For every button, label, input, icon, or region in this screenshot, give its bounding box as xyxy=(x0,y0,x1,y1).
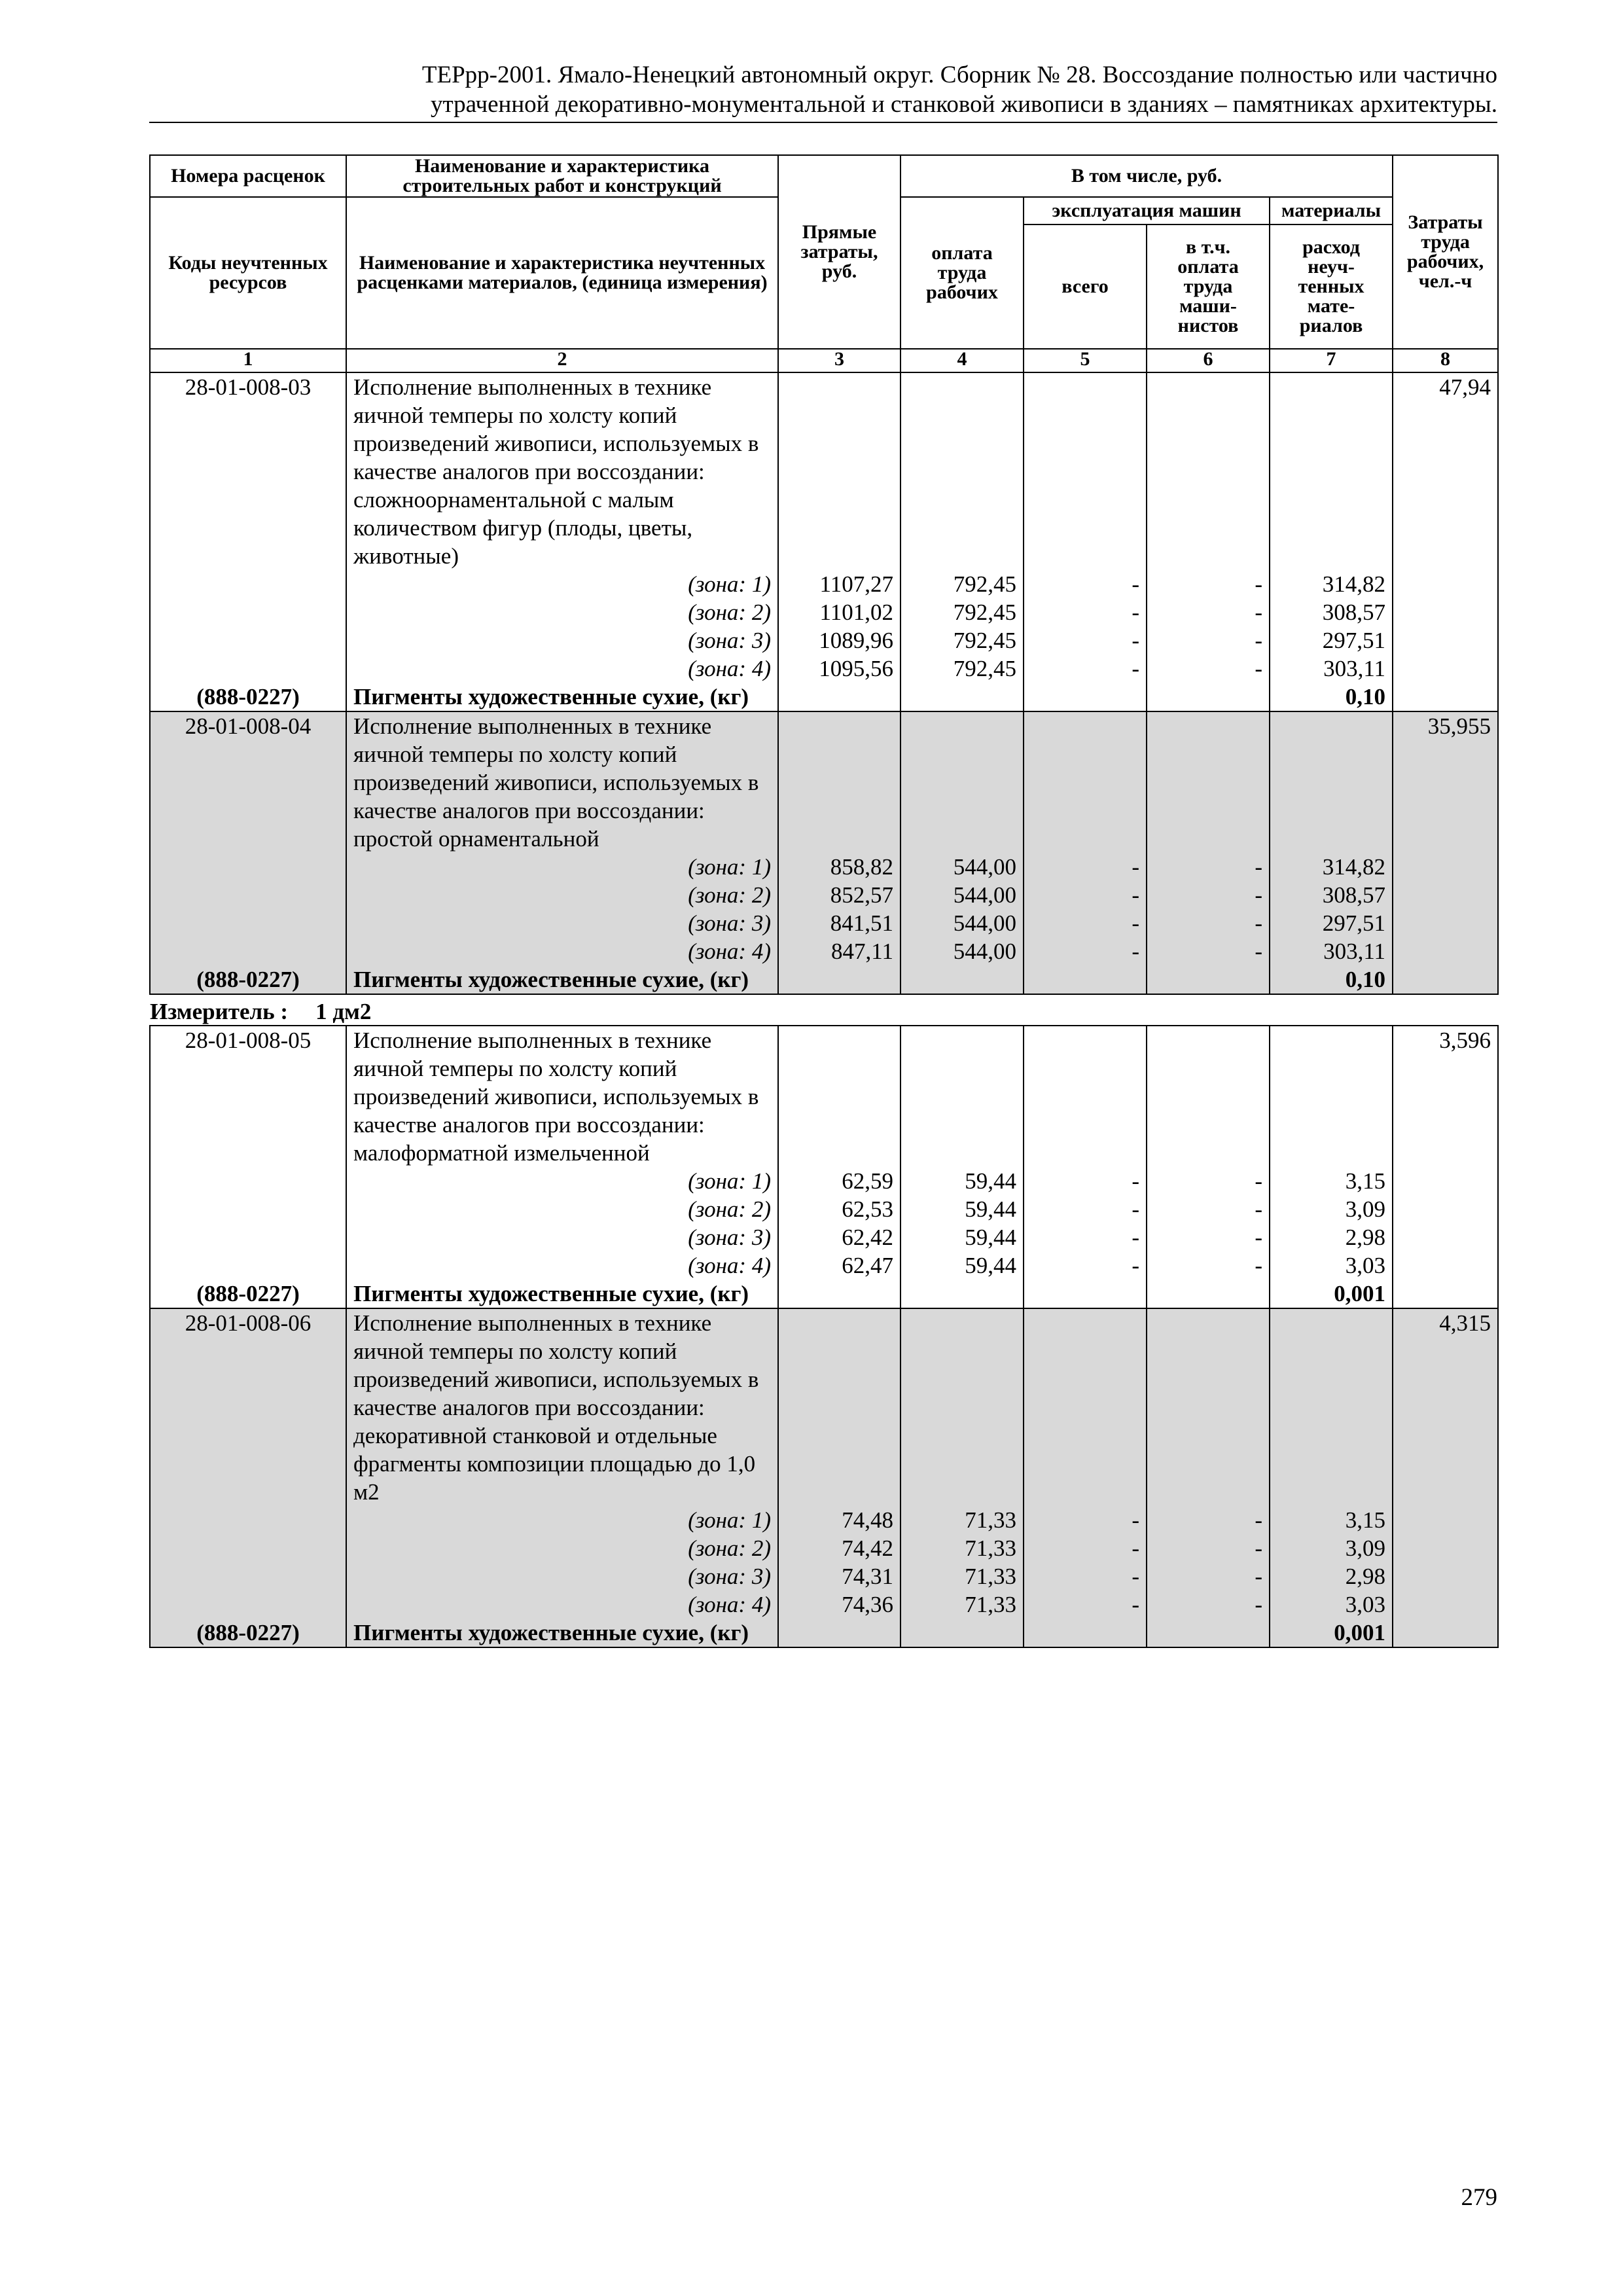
empty-cell xyxy=(150,937,346,965)
rate-description-row xyxy=(150,372,1498,570)
materials-cost: 308,57 xyxy=(1270,881,1393,909)
empty-cell xyxy=(1393,1534,1498,1562)
machinist-pay: - xyxy=(1147,1223,1270,1251)
resource-amount: 0,10 xyxy=(1270,683,1393,711)
empty-cell xyxy=(1393,1506,1498,1534)
header-line-2: утраченной декоративно-монументальной и станковой живописи в зданиях – памятниках архитектуры. xyxy=(430,91,1497,118)
empty-cell xyxy=(150,1590,346,1619)
empty-cell xyxy=(778,683,901,711)
page-number: 279 xyxy=(1461,2184,1497,2211)
col7-header: расход неуч-тенных мате-риалов xyxy=(1270,224,1393,349)
machines-total: - xyxy=(1024,626,1147,655)
empty-cell xyxy=(1147,711,1270,853)
rate-description-row xyxy=(150,1026,1498,1167)
empty-cell xyxy=(1270,711,1393,853)
worker-pay: 59,44 xyxy=(901,1223,1024,1251)
worker-pay: 544,00 xyxy=(901,937,1024,965)
materials-cost: 297,51 xyxy=(1270,626,1393,655)
col6-header: в т.ч. оплата труда маши-нистов xyxy=(1147,224,1270,349)
direct-cost: 847,11 xyxy=(778,937,901,965)
resource-amount: 0,10 xyxy=(1270,965,1393,994)
materials-cost: 2,98 xyxy=(1270,1223,1393,1251)
labor-cost: 4,315 xyxy=(1393,1308,1498,1506)
zone-label: (зона: 4) xyxy=(346,655,778,683)
resource-row xyxy=(150,1619,1498,1647)
labor-cost: 35,955 xyxy=(1393,711,1498,853)
materials-cost: 308,57 xyxy=(1270,598,1393,626)
col-number: 8 xyxy=(1393,349,1498,372)
direct-cost: 74,48 xyxy=(778,1506,901,1534)
zone-row xyxy=(150,1534,1498,1562)
worker-pay: 59,44 xyxy=(901,1251,1024,1280)
empty-cell xyxy=(1393,598,1498,626)
zone-label: (зона: 2) xyxy=(346,1534,778,1562)
direct-cost: 74,36 xyxy=(778,1590,901,1619)
empty-cell xyxy=(1024,1619,1147,1647)
empty-cell xyxy=(1147,1619,1270,1647)
zone-row xyxy=(150,881,1498,909)
rate-description: Исполнение выполненных в технике яичной темперы по холсту копий произведений живописи, используемых в качестве аналогов при воссоздании: простой орнаментальной xyxy=(346,711,778,853)
zone-row xyxy=(150,1562,1498,1590)
empty-cell xyxy=(901,1280,1024,1308)
rate-code: 28-01-008-06 xyxy=(150,1308,346,1506)
zone-label: (зона: 1) xyxy=(346,1506,778,1534)
machines-total: - xyxy=(1024,1590,1147,1619)
zone-row xyxy=(150,626,1498,655)
rate-description-row xyxy=(150,711,1498,853)
empty-cell xyxy=(901,1619,1024,1647)
empty-cell xyxy=(1393,655,1498,683)
empty-cell xyxy=(150,853,346,881)
worker-pay: 71,33 xyxy=(901,1534,1024,1562)
empty-cell xyxy=(1393,1251,1498,1280)
resource-amount: 0,001 xyxy=(1270,1280,1393,1308)
empty-cell xyxy=(1270,1308,1393,1506)
worker-pay: 792,45 xyxy=(901,655,1024,683)
empty-cell xyxy=(1393,965,1498,994)
labor-cost: 3,596 xyxy=(1393,1026,1498,1167)
materials-header: материалы xyxy=(1270,197,1393,224)
empty-cell xyxy=(1024,1026,1147,1167)
empty-cell xyxy=(1147,1280,1270,1308)
empty-cell xyxy=(1393,909,1498,937)
col5-header: всего xyxy=(1024,224,1147,349)
materials-cost: 303,11 xyxy=(1270,937,1393,965)
col1-top-header: Номера расценок xyxy=(150,155,346,197)
machines-total: - xyxy=(1024,1534,1147,1562)
direct-cost: 858,82 xyxy=(778,853,901,881)
empty-cell xyxy=(150,1562,346,1590)
machinist-pay: - xyxy=(1147,655,1270,683)
empty-cell xyxy=(1024,683,1147,711)
direct-cost: 62,47 xyxy=(778,1251,901,1280)
worker-pay: 792,45 xyxy=(901,626,1024,655)
empty-cell xyxy=(1393,1223,1498,1251)
direct-cost: 74,31 xyxy=(778,1562,901,1590)
machines-total: - xyxy=(1024,1195,1147,1223)
machines-total: - xyxy=(1024,655,1147,683)
direct-cost: 1101,02 xyxy=(778,598,901,626)
machinist-pay: - xyxy=(1147,853,1270,881)
col-number: 3 xyxy=(778,349,901,372)
empty-cell xyxy=(901,683,1024,711)
empty-cell xyxy=(1393,570,1498,598)
zone-row xyxy=(150,1251,1498,1280)
empty-cell xyxy=(778,1026,901,1167)
empty-cell xyxy=(1270,372,1393,570)
resource-amount: 0,001 xyxy=(1270,1619,1393,1647)
empty-cell xyxy=(1024,711,1147,853)
machinist-pay: - xyxy=(1147,598,1270,626)
empty-cell xyxy=(1393,1562,1498,1590)
worker-pay: 71,33 xyxy=(901,1590,1024,1619)
resource-name: Пигменты художественные сухие, (кг) xyxy=(346,965,778,994)
resource-code: (888-0227) xyxy=(150,965,346,994)
measure-label: Измеритель : xyxy=(150,999,289,1024)
materials-cost: 3,03 xyxy=(1270,1590,1393,1619)
worker-pay: 71,33 xyxy=(901,1562,1024,1590)
resource-code: (888-0227) xyxy=(150,1619,346,1647)
materials-cost: 314,82 xyxy=(1270,570,1393,598)
empty-cell xyxy=(150,570,346,598)
table-body xyxy=(150,155,1498,1647)
zone-label: (зона: 3) xyxy=(346,1562,778,1590)
empty-cell xyxy=(778,372,901,570)
empty-cell xyxy=(1393,881,1498,909)
worker-pay: 544,00 xyxy=(901,853,1024,881)
zone-row xyxy=(150,1590,1498,1619)
materials-cost: 2,98 xyxy=(1270,1562,1393,1590)
empty-cell xyxy=(150,1167,346,1195)
empty-cell xyxy=(1393,853,1498,881)
zone-label: (зона: 4) xyxy=(346,1590,778,1619)
machinist-pay: - xyxy=(1147,881,1270,909)
col-number: 4 xyxy=(901,349,1024,372)
col2-bottom-header: Наименование и характеристика неучтенных расценками материалов, (единица измерения) xyxy=(346,197,778,349)
zone-row xyxy=(150,937,1498,965)
machines-total: - xyxy=(1024,881,1147,909)
empty-cell xyxy=(1393,1619,1498,1647)
zone-label: (зона: 3) xyxy=(346,626,778,655)
empty-cell xyxy=(1024,1280,1147,1308)
empty-cell xyxy=(150,1506,346,1534)
machines-total: - xyxy=(1024,1223,1147,1251)
materials-cost: 314,82 xyxy=(1270,853,1393,881)
rate-description: Исполнение выполненных в технике яичной темперы по холсту копий произведений живописи, используемых в качестве аналогов при воссоздании: малоформатной измельченной xyxy=(346,1026,778,1167)
zone-label: (зона: 4) xyxy=(346,1251,778,1280)
resource-code: (888-0227) xyxy=(150,683,346,711)
empty-cell xyxy=(1393,626,1498,655)
direct-cost: 1089,96 xyxy=(778,626,901,655)
empty-cell xyxy=(1024,1308,1147,1506)
empty-cell xyxy=(150,909,346,937)
zone-row xyxy=(150,570,1498,598)
resource-row xyxy=(150,1280,1498,1308)
empty-cell xyxy=(1393,937,1498,965)
header-row-1 xyxy=(150,155,1498,197)
col-number: 6 xyxy=(1147,349,1270,372)
materials-cost: 3,09 xyxy=(1270,1534,1393,1562)
materials-cost: 297,51 xyxy=(1270,909,1393,937)
materials-cost: 3,15 xyxy=(1270,1506,1393,1534)
zone-row xyxy=(150,1167,1498,1195)
worker-pay: 544,00 xyxy=(901,881,1024,909)
column-numbers-row xyxy=(150,349,1498,372)
empty-cell xyxy=(1147,372,1270,570)
worker-pay: 71,33 xyxy=(901,1506,1024,1534)
zone-row xyxy=(150,909,1498,937)
zone-label: (зона: 1) xyxy=(346,570,778,598)
machines-total: - xyxy=(1024,1506,1147,1534)
empty-cell xyxy=(1147,1026,1270,1167)
empty-cell xyxy=(1147,683,1270,711)
machinist-pay: - xyxy=(1147,937,1270,965)
col2-top-header: Наименование и характеристика строительных работ и конструкций xyxy=(346,155,778,197)
group-header: В том числе, руб. xyxy=(901,155,1393,197)
machines-total: - xyxy=(1024,1251,1147,1280)
worker-pay: 792,45 xyxy=(901,570,1024,598)
worker-pay: 792,45 xyxy=(901,598,1024,626)
zone-label: (зона: 4) xyxy=(346,937,778,965)
machines-total: - xyxy=(1024,1167,1147,1195)
direct-cost: 74,42 xyxy=(778,1534,901,1562)
rate-code: 28-01-008-04 xyxy=(150,711,346,853)
zone-row xyxy=(150,853,1498,881)
measure-line xyxy=(150,994,1498,1026)
header-line-1: ТЕРрр-2001. Ямало-Ненецкий автономный округ. Сборник № 28. Воссоздание полностью или частично xyxy=(421,62,1497,88)
empty-cell xyxy=(1147,965,1270,994)
empty-cell xyxy=(150,1195,346,1223)
resource-name: Пигменты художественные сухие, (кг) xyxy=(346,1280,778,1308)
zone-label: (зона: 1) xyxy=(346,1167,778,1195)
empty-cell xyxy=(778,711,901,853)
machines-total: - xyxy=(1024,909,1147,937)
direct-cost: 62,53 xyxy=(778,1195,901,1223)
worker-pay: 59,44 xyxy=(901,1195,1024,1223)
zone-label: (зона: 3) xyxy=(346,1223,778,1251)
zone-row xyxy=(150,655,1498,683)
zone-row xyxy=(150,1195,1498,1223)
empty-cell xyxy=(150,881,346,909)
machinist-pay: - xyxy=(1147,1506,1270,1534)
direct-cost: 852,57 xyxy=(778,881,901,909)
rate-description: Исполнение выполненных в технике яичной темперы по холсту копий произведений живописи, используемых в качестве аналогов при воссоздании: декоративной станковой и отдельные фрагменты композиции площадью до 1,0 м2 xyxy=(346,1308,778,1506)
machinist-pay: - xyxy=(1147,1562,1270,1590)
rate-description-row xyxy=(150,1308,1498,1506)
empty-cell xyxy=(1270,1026,1393,1167)
rates-table xyxy=(149,154,1499,1648)
zone-label: (зона: 3) xyxy=(346,909,778,937)
empty-cell xyxy=(1147,1308,1270,1506)
empty-cell xyxy=(1393,1195,1498,1223)
materials-cost: 3,15 xyxy=(1270,1167,1393,1195)
machines-total: - xyxy=(1024,570,1147,598)
empty-cell xyxy=(901,711,1024,853)
empty-cell xyxy=(1393,1590,1498,1619)
empty-cell xyxy=(1024,965,1147,994)
machinist-pay: - xyxy=(1147,1167,1270,1195)
measure-value: 1 дм2 xyxy=(315,999,372,1024)
empty-cell xyxy=(150,1223,346,1251)
worker-pay: 544,00 xyxy=(901,909,1024,937)
empty-cell xyxy=(1393,1280,1498,1308)
page-header xyxy=(149,60,1497,123)
col8-header: Затраты труда рабочих, чел.-ч xyxy=(1393,155,1498,349)
empty-cell xyxy=(901,1308,1024,1506)
empty-cell xyxy=(1024,372,1147,570)
materials-cost: 3,09 xyxy=(1270,1195,1393,1223)
machinist-pay: - xyxy=(1147,1251,1270,1280)
machines-total: - xyxy=(1024,853,1147,881)
empty-cell xyxy=(778,1280,901,1308)
col1-bottom-header: Коды неучтенных ресурсов xyxy=(150,197,346,349)
resource-row xyxy=(150,683,1498,711)
machines-total: - xyxy=(1024,1562,1147,1590)
resource-row xyxy=(150,965,1498,994)
resource-name: Пигменты художественные сухие, (кг) xyxy=(346,683,778,711)
rate-code: 28-01-008-03 xyxy=(150,372,346,570)
col-number: 2 xyxy=(346,349,778,372)
rate-description: Исполнение выполненных в технике яичной темперы по холсту копий произведений живописи, используемых в качестве аналогов при воссоздании: сложноорнаментальной с малым количеством фигур (плоды, цветы, животные) xyxy=(346,372,778,570)
zone-label: (зона: 2) xyxy=(346,881,778,909)
machines-total: - xyxy=(1024,937,1147,965)
machinist-pay: - xyxy=(1147,570,1270,598)
machines-total: - xyxy=(1024,598,1147,626)
zone-row xyxy=(150,598,1498,626)
empty-cell xyxy=(150,1534,346,1562)
machinist-pay: - xyxy=(1147,1590,1270,1619)
machinist-pay: - xyxy=(1147,909,1270,937)
resource-code: (888-0227) xyxy=(150,1280,346,1308)
empty-cell xyxy=(150,626,346,655)
direct-cost: 1107,27 xyxy=(778,570,901,598)
empty-cell xyxy=(901,372,1024,570)
empty-cell xyxy=(150,598,346,626)
col4-header: оплата труда рабочих xyxy=(901,197,1024,349)
machinist-pay: - xyxy=(1147,1534,1270,1562)
zone-label: (зона: 2) xyxy=(346,598,778,626)
empty-cell xyxy=(901,1026,1024,1167)
empty-cell xyxy=(150,655,346,683)
materials-cost: 3,03 xyxy=(1270,1251,1393,1280)
empty-cell xyxy=(150,1251,346,1280)
empty-cell xyxy=(778,965,901,994)
labor-cost: 47,94 xyxy=(1393,372,1498,570)
direct-cost: 841,51 xyxy=(778,909,901,937)
col-number: 1 xyxy=(150,349,346,372)
empty-cell xyxy=(901,965,1024,994)
empty-cell xyxy=(778,1619,901,1647)
machines-header: эксплуатация машин xyxy=(1024,197,1270,224)
machinist-pay: - xyxy=(1147,1195,1270,1223)
machinist-pay: - xyxy=(1147,626,1270,655)
zone-label: (зона: 1) xyxy=(346,853,778,881)
col-number: 5 xyxy=(1024,349,1147,372)
direct-cost: 1095,56 xyxy=(778,655,901,683)
empty-cell xyxy=(1393,683,1498,711)
empty-cell xyxy=(1393,1167,1498,1195)
zone-row xyxy=(150,1506,1498,1534)
empty-cell xyxy=(778,1308,901,1506)
rate-code: 28-01-008-05 xyxy=(150,1026,346,1167)
direct-cost: 62,59 xyxy=(778,1167,901,1195)
zone-row xyxy=(150,1223,1498,1251)
direct-cost: 62,42 xyxy=(778,1223,901,1251)
resource-name: Пигменты художественные сухие, (кг) xyxy=(346,1619,778,1647)
col3-header: Прямые затраты, руб. xyxy=(778,155,901,349)
materials-cost: 303,11 xyxy=(1270,655,1393,683)
col-number: 7 xyxy=(1270,349,1393,372)
worker-pay: 59,44 xyxy=(901,1167,1024,1195)
zone-label: (зона: 2) xyxy=(346,1195,778,1223)
measure-row xyxy=(150,994,1498,1026)
